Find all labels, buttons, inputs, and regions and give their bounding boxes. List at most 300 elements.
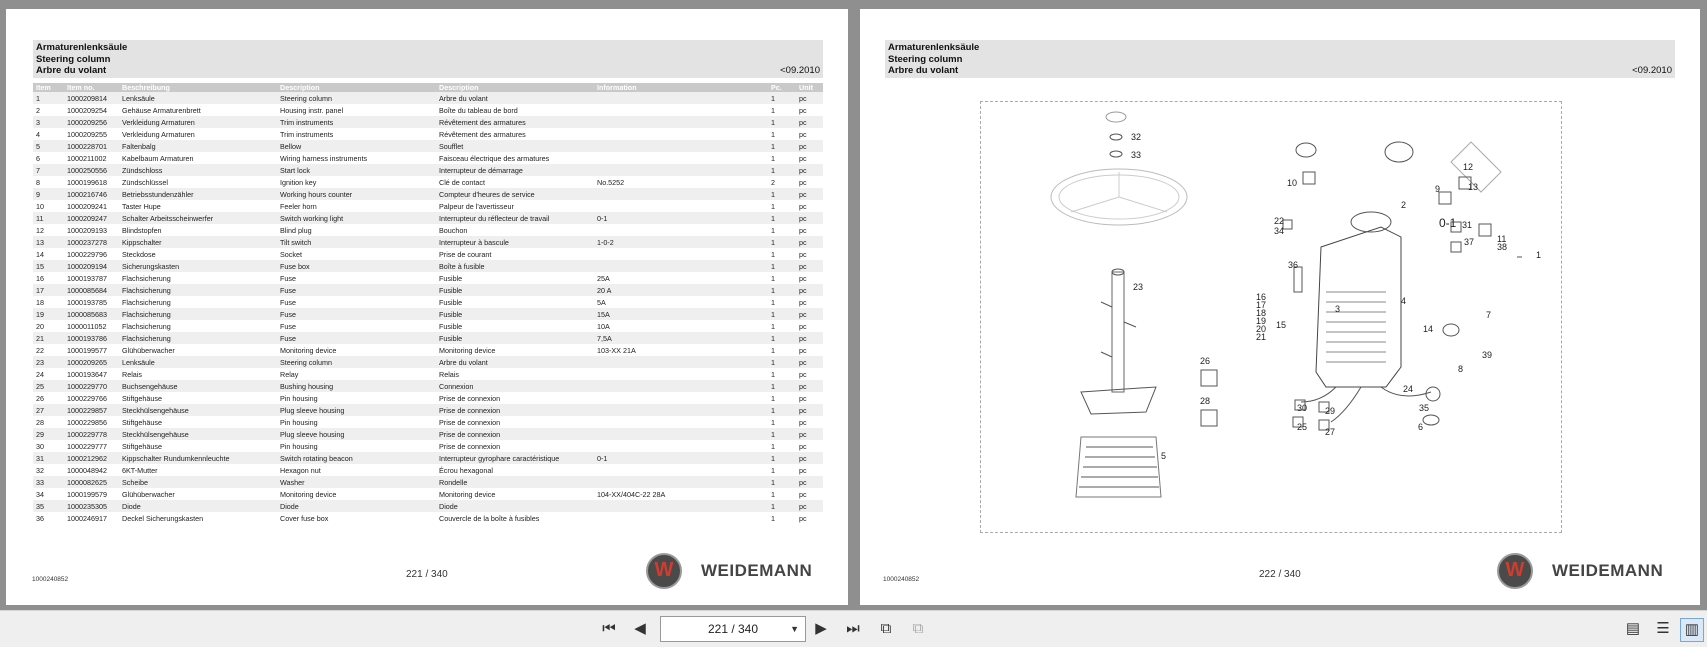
cell-information bbox=[594, 92, 768, 104]
col-description-fr: Description bbox=[436, 83, 594, 92]
cell-description-fr: Fusible bbox=[436, 332, 594, 344]
table-row bbox=[33, 116, 823, 128]
cell-description-en: Steering column bbox=[277, 92, 436, 104]
cell-description-fr: Soufflet bbox=[436, 140, 594, 152]
cell-description-en: Trim instruments bbox=[280, 129, 334, 139]
cell-description-en: Cover fuse box bbox=[280, 513, 329, 523]
cell-information: 1-0-2 bbox=[594, 236, 768, 248]
document-number: 1000240852 bbox=[32, 576, 69, 583]
cell-pc: 1 bbox=[771, 273, 775, 283]
table-row bbox=[33, 164, 823, 176]
brand-logo bbox=[646, 553, 836, 587]
cell-description-en: Switch rotating beacon bbox=[277, 452, 436, 464]
cell-item: 4 bbox=[36, 129, 40, 139]
table-row bbox=[33, 392, 823, 404]
cell-unit: pc bbox=[796, 236, 823, 248]
cell-beschreibung: Gehäuse Armaturenbrett bbox=[122, 105, 201, 115]
table-row bbox=[33, 296, 823, 308]
table-row bbox=[33, 428, 823, 440]
cell-item: 22 bbox=[36, 345, 44, 355]
cell-description-en: Hexagon nut bbox=[280, 465, 321, 475]
cell-description-en: Steering column bbox=[277, 356, 436, 368]
cell-item: 16 bbox=[36, 273, 44, 283]
cell-item-no: 1000237278 bbox=[64, 236, 119, 248]
cell-pc: 1 bbox=[768, 188, 796, 200]
callout-label: 24 bbox=[1403, 384, 1414, 394]
cell-unit: pc bbox=[796, 332, 823, 344]
cell-description-en: Plug sleeve housing bbox=[277, 428, 436, 440]
brand-name: WEIDEMANN bbox=[1552, 561, 1664, 580]
cell-item: 5 bbox=[33, 140, 64, 152]
cell-information: No.5252 bbox=[597, 177, 625, 187]
cell-beschreibung: Stiftgehäuse bbox=[122, 417, 162, 427]
callout-label: 21 bbox=[1256, 332, 1267, 342]
cell-information bbox=[594, 500, 768, 512]
cell-description-fr: Fusible bbox=[436, 284, 594, 296]
cell-item: 3 bbox=[33, 116, 64, 128]
cell-information bbox=[594, 440, 768, 452]
callout-label: 26 bbox=[1200, 356, 1211, 366]
cell-beschreibung: Flachsicherung bbox=[122, 321, 171, 331]
table-row bbox=[33, 140, 823, 152]
cell-description-fr: Monitoring device bbox=[439, 489, 496, 499]
callout-label: 18 bbox=[1256, 308, 1267, 318]
cell-pc: 1 bbox=[771, 321, 775, 331]
col-information: Information bbox=[594, 83, 768, 92]
cell-information bbox=[594, 368, 768, 380]
table-row bbox=[33, 464, 823, 476]
cell-description-fr: Boîte à fusible bbox=[436, 260, 594, 272]
cell-unit: pc bbox=[799, 465, 807, 475]
callout-label: 10 bbox=[1287, 178, 1298, 188]
cell-pc: 1 bbox=[768, 476, 796, 488]
callout-label: 0-1 bbox=[1439, 216, 1457, 230]
cell-item: 23 bbox=[33, 356, 64, 368]
cell-description-en: Monitoring device bbox=[280, 345, 337, 355]
cell-item-no: 1000209241 bbox=[67, 201, 107, 211]
cell-item: 21 bbox=[33, 332, 64, 344]
cell-description-fr: Palpeur de l'avertisseur bbox=[439, 201, 514, 211]
cell-description-fr: Rondelle bbox=[436, 476, 594, 488]
cell-description-en: Pin housing bbox=[280, 441, 318, 451]
cell-description-fr: Relais bbox=[439, 369, 459, 379]
cell-description-fr: Arbre du volant bbox=[436, 92, 594, 104]
cell-item-no: 1000199577 bbox=[67, 345, 107, 355]
cell-item-no: 1000209256 bbox=[64, 116, 119, 128]
fit-width-icon[interactable]: ⧉ bbox=[912, 620, 924, 637]
callout-label: 25 bbox=[1297, 422, 1308, 432]
callout-label: 4 bbox=[1401, 296, 1407, 306]
table-header-row bbox=[33, 83, 823, 92]
cell-pc: 1 bbox=[768, 404, 796, 416]
cell-item-no: 1000229796 bbox=[67, 249, 107, 259]
cell-description-fr: Prise de connexion bbox=[436, 428, 594, 440]
cell-information bbox=[594, 356, 768, 368]
cell-description-fr: Fusible bbox=[436, 308, 594, 320]
cell-item-no: 1000212962 bbox=[64, 452, 119, 464]
col-description-en: Description bbox=[277, 83, 436, 92]
cell-item-no: 1000085683 bbox=[64, 308, 119, 320]
cell-information bbox=[594, 248, 768, 260]
cell-item: 17 bbox=[33, 284, 64, 296]
callout-label: 20 bbox=[1256, 324, 1267, 334]
callout-label: 11 bbox=[1497, 234, 1507, 244]
callout-label: 38 bbox=[1497, 242, 1508, 252]
cell-unit: pc bbox=[796, 428, 823, 440]
table-row bbox=[33, 92, 823, 104]
table-row bbox=[33, 200, 823, 212]
cell-beschreibung: Steckhülsengehäuse bbox=[119, 428, 277, 440]
title-fr: Arbre du volant bbox=[888, 65, 959, 76]
table-row bbox=[33, 248, 823, 260]
cell-beschreibung: Kippschalter bbox=[119, 236, 277, 248]
cell-description-en: Relay bbox=[280, 369, 299, 379]
cell-information bbox=[594, 428, 768, 440]
cell-pc: 1 bbox=[768, 140, 796, 152]
cell-description-en: Trim instruments bbox=[277, 116, 436, 128]
cell-unit: pc bbox=[796, 380, 823, 392]
table-row bbox=[33, 176, 823, 188]
cell-item-no: 1000229778 bbox=[64, 428, 119, 440]
cell-beschreibung: Flachsicherung bbox=[119, 284, 277, 296]
cell-unit: pc bbox=[796, 476, 823, 488]
cell-item-no: 1000211002 bbox=[67, 153, 107, 163]
cell-beschreibung: Verkleidung Armaturen bbox=[119, 116, 277, 128]
cell-item: 36 bbox=[36, 513, 44, 523]
cell-item-no: 1000216746 bbox=[64, 188, 119, 200]
title-de: Armaturenlenksäule bbox=[36, 42, 128, 53]
cell-information: 25A bbox=[597, 273, 610, 283]
title-en: Steering column bbox=[888, 53, 963, 65]
cell-unit: pc bbox=[796, 500, 823, 512]
cell-pc: 1 bbox=[768, 284, 796, 296]
cell-description-en: Start lock bbox=[277, 164, 436, 176]
cell-pc: 1 bbox=[771, 465, 775, 475]
table-row bbox=[33, 152, 823, 164]
table-row bbox=[33, 128, 823, 140]
cell-beschreibung: Flachsicherung bbox=[122, 297, 171, 307]
callout-label: 28 bbox=[1200, 396, 1211, 406]
table-row bbox=[33, 488, 823, 500]
cell-description-en: Fuse bbox=[280, 321, 296, 331]
cell-information bbox=[594, 164, 768, 176]
cell-item-no: 1000229856 bbox=[67, 417, 107, 427]
cell-beschreibung: 6KT-Mutter bbox=[122, 465, 158, 475]
cell-description-en: Housing instr. panel bbox=[280, 105, 344, 115]
left-page bbox=[6, 9, 848, 605]
page-header bbox=[885, 40, 1675, 78]
cell-pc: 1 bbox=[768, 332, 796, 344]
cell-pc: 1 bbox=[768, 356, 796, 368]
callout-label: 3 bbox=[1335, 304, 1341, 314]
cell-beschreibung: Faltenbalg bbox=[119, 140, 277, 152]
cell-item-no: 1000229766 bbox=[67, 393, 107, 403]
cell-information bbox=[594, 152, 768, 164]
last-page-icon[interactable]: ⏭ bbox=[846, 620, 860, 637]
cell-beschreibung: Flachsicherung bbox=[119, 332, 277, 344]
table-row bbox=[33, 500, 823, 512]
page-number-input[interactable]: 221 / 340 ▼ bbox=[660, 616, 806, 642]
cell-description-fr: Fusible bbox=[439, 273, 463, 283]
cell-information: 103-XX 21A bbox=[597, 345, 636, 355]
cell-description-en: Pin housing bbox=[280, 393, 318, 403]
cell-beschreibung: Steckhülsengehäuse bbox=[119, 404, 277, 416]
table-row bbox=[33, 320, 823, 332]
cell-item-no: 1000229857 bbox=[64, 404, 119, 416]
cell-item: 11 bbox=[33, 212, 64, 224]
cell-item: 20 bbox=[36, 321, 44, 331]
callout-label: 30 bbox=[1297, 403, 1308, 413]
callout-label: 34 bbox=[1274, 226, 1285, 236]
cell-item: 10 bbox=[36, 201, 44, 211]
cell-pc: 1 bbox=[768, 92, 796, 104]
cell-item-no: 1000199579 bbox=[67, 489, 107, 499]
cell-item: 28 bbox=[36, 417, 44, 427]
cell-unit: pc bbox=[796, 92, 823, 104]
table-row bbox=[33, 368, 823, 380]
cell-pc: 1 bbox=[768, 164, 796, 176]
callout-label: 29 bbox=[1325, 406, 1336, 416]
cell-item-no: 1000246917 bbox=[67, 513, 107, 523]
cell-unit: pc bbox=[796, 452, 823, 464]
cell-beschreibung: Verkleidung Armaturen bbox=[122, 129, 195, 139]
table-row bbox=[33, 452, 823, 464]
right-page bbox=[860, 9, 1700, 605]
cell-description-en: Fuse bbox=[277, 308, 436, 320]
cell-item-no: 1000011052 bbox=[67, 321, 107, 331]
callout-label: 27 bbox=[1325, 427, 1336, 437]
cell-item-no: 1000193786 bbox=[64, 332, 119, 344]
cell-pc: 1 bbox=[771, 225, 775, 235]
cell-item: 33 bbox=[33, 476, 64, 488]
cell-pc: 1 bbox=[771, 369, 775, 379]
next-page-icon[interactable]: ▶ bbox=[815, 620, 827, 637]
cell-description-fr: Compteur d'heures de service bbox=[436, 188, 594, 200]
parts-table bbox=[33, 83, 823, 524]
cell-item: 18 bbox=[36, 297, 44, 307]
cell-description-en: Bellow bbox=[277, 140, 436, 152]
cell-description-en: Fuse bbox=[277, 332, 436, 344]
table-row bbox=[33, 212, 823, 224]
cell-beschreibung: Steckdose bbox=[122, 249, 156, 259]
cell-item-no: 1000085684 bbox=[64, 284, 119, 296]
cell-beschreibung: Relais bbox=[122, 369, 142, 379]
cell-pc: 1 bbox=[768, 116, 796, 128]
cell-beschreibung: Zündschloss bbox=[119, 164, 277, 176]
cell-item-no: 1000209254 bbox=[67, 105, 107, 115]
cell-description-fr: Diode bbox=[436, 500, 594, 512]
cell-unit: pc bbox=[799, 273, 807, 283]
validity-date: <09.2010 bbox=[1632, 65, 1672, 76]
cell-pc: 1 bbox=[771, 441, 775, 451]
page-number: 222 / 340 bbox=[1259, 569, 1301, 580]
cell-information bbox=[594, 200, 768, 212]
callout-label: 16 bbox=[1256, 292, 1267, 302]
cell-beschreibung: Flachsicherung bbox=[119, 308, 277, 320]
cell-description-en: Feeler horn bbox=[280, 201, 317, 211]
cell-item: 27 bbox=[33, 404, 64, 416]
callout-label: 39 bbox=[1482, 350, 1493, 360]
callout-label: 22 bbox=[1274, 216, 1285, 226]
cell-description-en: Fuse box bbox=[277, 260, 436, 272]
cell-description-fr: Interrupteur du réflecteur de travail bbox=[436, 212, 594, 224]
cell-pc: 1 bbox=[771, 345, 775, 355]
callout-label: 1 bbox=[1536, 250, 1542, 260]
cell-unit: pc bbox=[799, 321, 807, 331]
first-page-icon[interactable]: ⏮ bbox=[602, 620, 616, 637]
cell-item-no: 1000209193 bbox=[67, 225, 107, 235]
cell-beschreibung: Taster Hupe bbox=[122, 201, 161, 211]
cell-description-fr: Interrupteur à bascule bbox=[436, 236, 594, 248]
cell-unit: pc bbox=[796, 188, 823, 200]
cell-unit: pc bbox=[796, 164, 823, 176]
cell-item-no: 1000193787 bbox=[67, 273, 107, 283]
cell-unit: pc bbox=[799, 441, 807, 451]
cell-description-fr: Interrupteur de démarrage bbox=[436, 164, 594, 176]
cell-information: 20 A bbox=[594, 284, 768, 296]
cell-item-no: 1000209194 bbox=[64, 260, 119, 272]
cell-pc: 1 bbox=[768, 428, 796, 440]
cell-unit: pc bbox=[799, 489, 807, 499]
cell-description-en: Working hours counter bbox=[277, 188, 436, 200]
table-row bbox=[33, 440, 823, 452]
cell-beschreibung: Deckel Sicherungskasten bbox=[122, 513, 204, 523]
cell-pc: 1 bbox=[771, 417, 775, 427]
cell-description-fr: Boîte du tableau de bord bbox=[439, 105, 518, 115]
table-row bbox=[33, 236, 823, 248]
cell-beschreibung: Lenksäule bbox=[119, 356, 277, 368]
cell-item: 2 bbox=[36, 105, 40, 115]
cell-item-no: 1000209265 bbox=[64, 356, 119, 368]
cell-item-no: 1000235305 bbox=[64, 500, 119, 512]
cell-beschreibung: Glühüberwacher bbox=[122, 489, 175, 499]
callout-label: 13 bbox=[1468, 182, 1479, 192]
document-number: 1000240852 bbox=[883, 576, 920, 583]
cell-unit: pc bbox=[796, 260, 823, 272]
cell-pc: 1 bbox=[771, 393, 775, 403]
brand-name: WEIDEMANN bbox=[701, 561, 813, 580]
page-header bbox=[33, 40, 823, 78]
cell-item: 8 bbox=[36, 177, 40, 187]
steering-column-drawing bbox=[981, 102, 1561, 532]
cell-information bbox=[594, 416, 768, 428]
callout-label: 8 bbox=[1458, 364, 1464, 374]
callout-label: 31 bbox=[1462, 220, 1473, 230]
cell-unit: pc bbox=[796, 212, 823, 224]
cell-unit: pc bbox=[796, 356, 823, 368]
cell-pc: 1 bbox=[771, 297, 775, 307]
cell-pc: 1 bbox=[768, 380, 796, 392]
cell-information bbox=[594, 116, 768, 128]
cell-information bbox=[594, 380, 768, 392]
callout-label: 5 bbox=[1161, 451, 1167, 461]
cell-unit: pc bbox=[799, 153, 807, 163]
cell-item-no: 1000229770 bbox=[64, 380, 119, 392]
cell-pc: 1 bbox=[768, 452, 796, 464]
cell-item-no: 1000209814 bbox=[64, 92, 119, 104]
two-page-icon[interactable]: ▥ bbox=[1680, 618, 1704, 642]
prev-page-icon[interactable]: ◀ bbox=[634, 620, 646, 637]
col-item-no: Item no. bbox=[64, 83, 119, 92]
cell-pc: 1 bbox=[771, 153, 775, 163]
cell-description-fr: Prise de connexion bbox=[439, 441, 501, 451]
cell-item: 35 bbox=[33, 500, 64, 512]
table-row bbox=[33, 284, 823, 296]
cell-beschreibung: Kabelbaum Armaturen bbox=[122, 153, 194, 163]
cell-item: 30 bbox=[36, 441, 44, 451]
table-row bbox=[33, 416, 823, 428]
validity-date: <09.2010 bbox=[780, 65, 820, 76]
cell-item-no: 1000082625 bbox=[64, 476, 119, 488]
table-row bbox=[33, 476, 823, 488]
table-row bbox=[33, 512, 823, 524]
callout-label: 7 bbox=[1486, 310, 1492, 320]
cell-description-fr: Prise de connexion bbox=[436, 404, 594, 416]
cell-item: 14 bbox=[36, 249, 44, 259]
cell-item: 24 bbox=[36, 369, 44, 379]
cell-pc: 1 bbox=[771, 513, 775, 523]
callout-label: 33 bbox=[1131, 150, 1142, 160]
cell-beschreibung: Blindstopfen bbox=[122, 225, 162, 235]
cell-beschreibung: Scheibe bbox=[119, 476, 277, 488]
cell-information: 104-XX/404C-22 28A bbox=[597, 489, 666, 499]
cell-unit: pc bbox=[796, 116, 823, 128]
single-page-icon[interactable]: ▤ bbox=[1625, 620, 1641, 637]
cell-information bbox=[594, 140, 768, 152]
cell-beschreibung: Glühüberwacher bbox=[122, 345, 175, 355]
cell-pc: 2 bbox=[771, 177, 775, 187]
cell-description-en: Pin housing bbox=[280, 417, 318, 427]
cell-beschreibung: Stiftgehäuse bbox=[122, 393, 162, 403]
cell-description-en: Socket bbox=[280, 249, 302, 259]
cell-unit: pc bbox=[799, 345, 807, 355]
cell-unit: pc bbox=[799, 105, 807, 115]
table-row bbox=[33, 404, 823, 416]
table-row bbox=[33, 344, 823, 356]
cell-item-no: 1000193647 bbox=[67, 369, 107, 379]
cell-beschreibung: Betriebsstundenzähler bbox=[119, 188, 277, 200]
cell-pc: 1 bbox=[768, 212, 796, 224]
continuous-icon[interactable]: ☰ bbox=[1656, 620, 1670, 637]
cell-unit: pc bbox=[799, 369, 807, 379]
chevron-down-icon[interactable]: ▼ bbox=[790, 624, 799, 634]
cell-beschreibung: Diode bbox=[119, 500, 277, 512]
cell-information bbox=[594, 260, 768, 272]
cell-pc: 1 bbox=[771, 129, 775, 139]
cell-information bbox=[594, 224, 768, 236]
cell-unit: pc bbox=[799, 177, 807, 187]
cell-beschreibung: Lenksäule bbox=[119, 92, 277, 104]
table-row bbox=[33, 356, 823, 368]
cell-description-fr: Clé de contact bbox=[439, 177, 485, 187]
cell-unit: pc bbox=[799, 513, 807, 523]
cell-item: 12 bbox=[36, 225, 44, 235]
cell-beschreibung: Zündschlüssel bbox=[122, 177, 168, 187]
fit-page-icon[interactable]: ⧉ bbox=[880, 620, 892, 637]
cell-unit: pc bbox=[796, 140, 823, 152]
cell-item-no: 1000209247 bbox=[64, 212, 119, 224]
cell-item: 15 bbox=[33, 260, 64, 272]
cell-information: 0-1 bbox=[594, 212, 768, 224]
table-row bbox=[33, 224, 823, 236]
cell-pc: 1 bbox=[771, 201, 775, 211]
cell-information bbox=[594, 392, 768, 404]
cell-description-en: Plug sleeve housing bbox=[277, 404, 436, 416]
callout-label: 2 bbox=[1401, 200, 1407, 210]
cell-description-en: Washer bbox=[277, 476, 436, 488]
cell-beschreibung: Kippschalter Rundumkennleuchte bbox=[119, 452, 277, 464]
table-row bbox=[33, 188, 823, 200]
